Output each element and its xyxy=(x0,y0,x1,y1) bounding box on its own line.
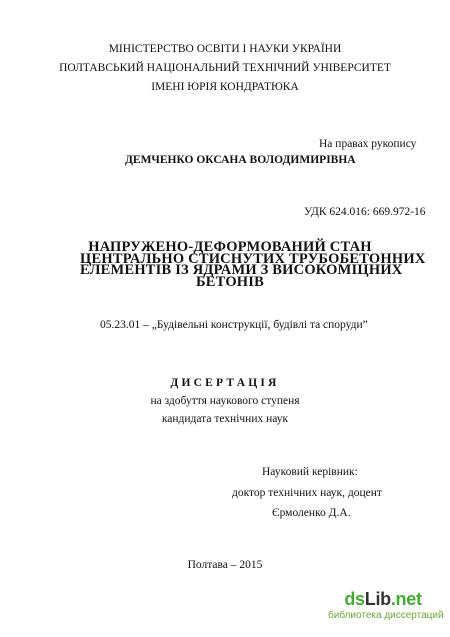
ministry-line: МІНІСТЕРСТВО ОСВІТИ І НАУКИ УКРАЇНИ xyxy=(108,43,342,55)
title-line-1: НАПРУЖЕНО-ДЕФОРМОВАНИЙ СТАН xyxy=(88,239,372,255)
document-type: ДИСЕРТАЦІЯ xyxy=(170,377,280,389)
title-line-2: ЦЕНТРАЛЬНО СТИСНУТИХ ТРУБОБЕТОННИХ xyxy=(80,250,426,267)
title-line-4: БЕТОНІВ xyxy=(195,273,264,290)
logo-ds: ds xyxy=(344,589,365,609)
degree-line-1: на здобуття наукового ступеня xyxy=(150,395,300,407)
dslib-logo xyxy=(328,588,438,610)
place-year: Полтава – 2015 xyxy=(187,559,263,571)
supervisor-name: Єрмоленко Д.А. xyxy=(272,507,351,519)
named-after-line: ІМЕНІ ЮРІЯ КОНДРАТЮКА xyxy=(151,81,299,93)
title-line-3: ЕЛЕМЕНТІВ ІЗ ЯДРАМИ З ВИСОКОМІЦНИХ xyxy=(80,262,403,278)
logo-lib: Lib xyxy=(364,589,391,609)
dissertation-title xyxy=(80,239,426,290)
author-name: ДЕМЧЕНКО ОКСАНА ВОЛОДИМИРІВНА xyxy=(125,154,356,166)
supervisor-degree: доктор технічних наук, доцент xyxy=(232,487,382,499)
specialty-line: 05.23.01 – „Будівельні конструкції, будівлі та споруди” xyxy=(100,319,368,331)
logo-net: .net xyxy=(390,589,422,609)
supervisor-label: Науковий керівник: xyxy=(262,466,358,478)
udc-code: УДК 624.016: 669.972-16 xyxy=(304,206,426,218)
watermark-subtitle: библиотека диссертаций xyxy=(328,610,444,621)
degree-line-2: кандидата технічних наук xyxy=(161,413,289,425)
university-line: ПОЛТАВСЬКИЙ НАЦІОНАЛЬНИЙ ТЕХНІЧНИЙ УНІВЕРСИТЕТ xyxy=(59,62,391,74)
manuscript-note: На правах рукопису xyxy=(319,138,417,150)
dslib-watermark xyxy=(328,588,444,622)
